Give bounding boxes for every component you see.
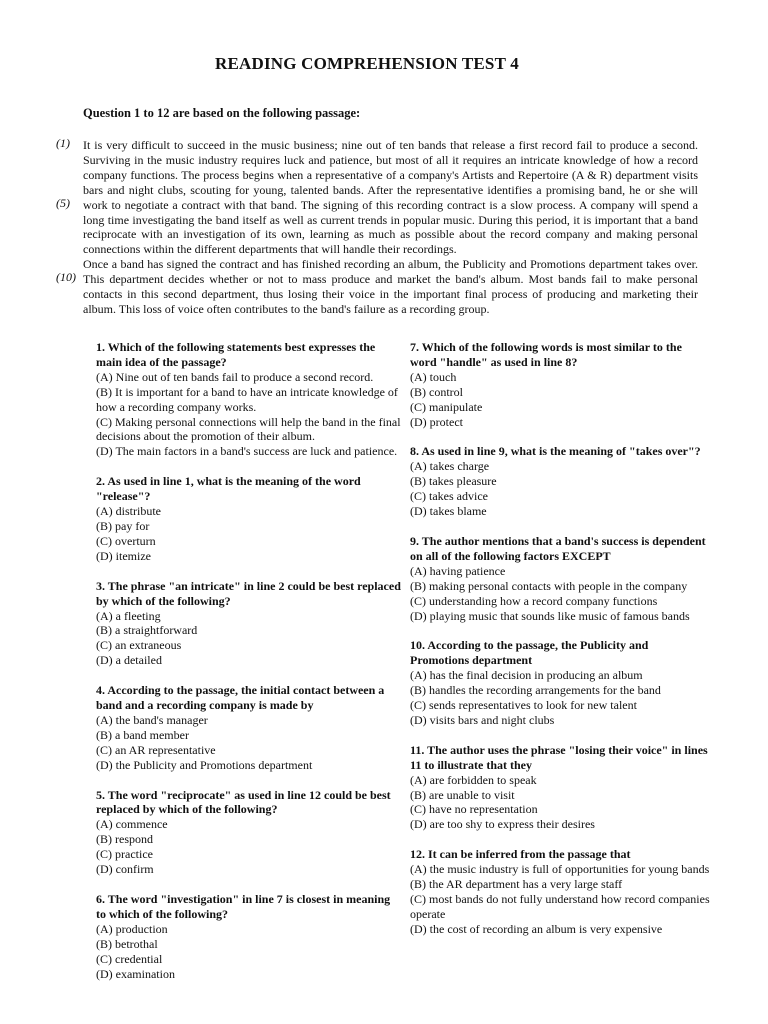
answer-option: (B) making personal contacts with people in the company bbox=[410, 578, 688, 593]
answer-option: (B) a straightforward bbox=[96, 623, 198, 638]
answer-option: (C) overturn bbox=[96, 533, 156, 548]
answer-option: (A) Nine out of ten bands fail to produce a second record. bbox=[96, 369, 374, 384]
question-block bbox=[410, 534, 710, 623]
answer-option: (C) manipulate bbox=[410, 399, 483, 414]
answer-option: (A) commence bbox=[96, 817, 168, 832]
answer-option: (D) the Publicity and Promotions department bbox=[96, 757, 313, 772]
answer-option: (D) confirm bbox=[96, 862, 154, 877]
question-text: 7. Which of the following words is most similar to the word "handle" as used in line 8? bbox=[410, 340, 682, 369]
page-title: READING COMPREHENSION TEST 4 bbox=[215, 54, 519, 73]
passage-intro: Question 1 to 12 are based on the following passage: bbox=[83, 106, 361, 120]
answer-option: (B) are unable to visit bbox=[410, 787, 515, 802]
answer-option: (B) takes pleasure bbox=[410, 474, 497, 489]
answer-option: (A) the band's manager bbox=[96, 712, 208, 727]
answer-option: (A) production bbox=[96, 921, 168, 936]
answer-option: (C) credential bbox=[96, 951, 163, 966]
question-block bbox=[410, 743, 710, 832]
question-text: 9. The author mentions that a band's success is dependent on all of the following factors EXCEPT bbox=[410, 533, 706, 563]
answer-option: (A) having patience bbox=[410, 563, 506, 578]
answer-option: (D) protect bbox=[410, 414, 463, 429]
answer-option: (B) the AR department has a very large staff bbox=[410, 877, 623, 892]
answer-option: (C) most bands do not fully understand how record companies operate bbox=[410, 892, 710, 921]
answer-option: (A) a fleeting bbox=[96, 608, 161, 623]
answer-option: (C) an extraneous bbox=[96, 638, 182, 653]
passage-paragraph-1: It is very difficult to succeed in the music business; nine out of ten bands that release a first record fail to produce a second. Surviving in the music industry requires luck and patience, but most of all it requires an intricate knowledge of how a record company functions. The process begins when a representative of a company's Artists and Repertoire (A & R) department visits bars and night clubs, scouting for young, talented bands. After the representative identifies a promising band, he or she will work to negotiate a contract with that band. The signing of this recording contract is a slow process. A company will spend a long time investigating the band itself as well as current trends in popular music. During this period, it is important that a band reciprocate with an investigation of its own, learning as much as possible about the record company and making personal connections within the different departments that will handle their recordings. bbox=[83, 138, 698, 257]
question-block bbox=[96, 474, 401, 563]
answer-option: (D) itemize bbox=[96, 548, 151, 563]
questions-right-column bbox=[410, 340, 710, 952]
question-text: 4. According to the passage, the initial contact between a band and a recording company is made by bbox=[96, 683, 385, 713]
question-block bbox=[410, 444, 710, 519]
line-marker-10: (10) bbox=[56, 270, 76, 284]
answer-option: (D) a detailed bbox=[96, 653, 162, 668]
question-block bbox=[96, 340, 401, 459]
question-text: 3. The phrase "an intricate" in line 2 could be best replaced by which of the following? bbox=[96, 578, 401, 608]
reading-passage bbox=[83, 138, 698, 317]
answer-option: (C) have no representation bbox=[410, 802, 538, 817]
answer-option: (A) has the final decision in producing an album bbox=[410, 668, 643, 683]
question-block bbox=[96, 683, 401, 772]
answer-option: (D) examination bbox=[96, 966, 175, 981]
answer-option: (B) handles the recording arrangements for the band bbox=[410, 683, 661, 698]
question-text: 1. Which of the following statements best expresses the main idea of the passage? bbox=[96, 340, 376, 369]
answer-option: (D) playing music that sounds like music of famous bands bbox=[410, 608, 690, 623]
question-text: 8. As used in line 9, what is the meaning of "takes over"? bbox=[410, 444, 701, 459]
question-block bbox=[410, 638, 710, 727]
answer-option: (B) respond bbox=[96, 832, 153, 847]
question-text: 11. The author uses the phrase "losing their voice" in lines 11 to illustrate that they bbox=[410, 742, 708, 772]
question-text: 12. It can be inferred from the passage that bbox=[410, 847, 631, 862]
line-marker-1: (1) bbox=[56, 136, 70, 150]
answer-option: (B) control bbox=[410, 384, 463, 399]
question-text: 5. The word "reciprocate" as used in line 12 could be best replaced by which of the following? bbox=[96, 787, 391, 817]
answer-option: (C) an AR representative bbox=[96, 742, 216, 757]
answer-option: (A) are forbidden to speak bbox=[410, 772, 537, 787]
answer-option: (D) takes blame bbox=[410, 504, 487, 519]
question-block bbox=[96, 892, 401, 981]
answer-option: (B) pay for bbox=[96, 518, 150, 533]
line-marker-5: (5) bbox=[56, 196, 70, 210]
answer-option: (A) distribute bbox=[96, 504, 161, 519]
answer-option: (A) the music industry is full of opportunities for young bands bbox=[410, 862, 710, 877]
answer-option: (C) understanding how a record company functions bbox=[410, 593, 658, 608]
answer-option: (D) visits bars and night clubs bbox=[410, 712, 555, 727]
question-text: 6. The word "investigation" in line 7 is closest in meaning to which of the following? bbox=[96, 892, 391, 921]
question-text: 10. According to the passage, the Publicity and Promotions department bbox=[410, 638, 649, 668]
answer-option: (B) a band member bbox=[96, 727, 189, 742]
answer-option: (D) are too shy to express their desires bbox=[410, 817, 595, 832]
question-block bbox=[410, 847, 710, 936]
answer-option: (A) touch bbox=[410, 369, 457, 384]
questions-left-column bbox=[96, 340, 401, 996]
question-block bbox=[96, 788, 401, 877]
answer-option: (B) It is important for a band to have an intricate knowledge of how a recording company works. bbox=[96, 384, 398, 414]
answer-option: (A) takes charge bbox=[410, 459, 490, 474]
answer-option: (D) the cost of recording an album is very expensive bbox=[410, 921, 663, 936]
passage-paragraph-2: Once a band has signed the contract and has finished recording an album, the Publicity and Promotions department takes over. This department decides whether or not to mass produce and market the band's album. Most bands fail to make personal contacts in this second department, thus losing their voice in the important final process of producing and marketing their album. This loss of voice often contributes to the band's failure as a recording group. bbox=[83, 257, 698, 316]
answer-option: (D) The main factors in a band's success are luck and patience. bbox=[96, 444, 398, 459]
answer-option: (C) Making personal connections will help the band in the final decisions about the promotion of their album. bbox=[96, 414, 401, 444]
answer-option: (C) sends representatives to look for new talent bbox=[410, 698, 637, 713]
answer-option: (C) practice bbox=[96, 847, 153, 862]
answer-option: (C) takes advice bbox=[410, 489, 488, 504]
question-block bbox=[96, 579, 401, 668]
answer-option: (B) betrothal bbox=[96, 936, 158, 951]
question-text: 2. As used in line 1, what is the meaning of the word "release"? bbox=[96, 474, 361, 504]
question-block bbox=[410, 340, 710, 429]
